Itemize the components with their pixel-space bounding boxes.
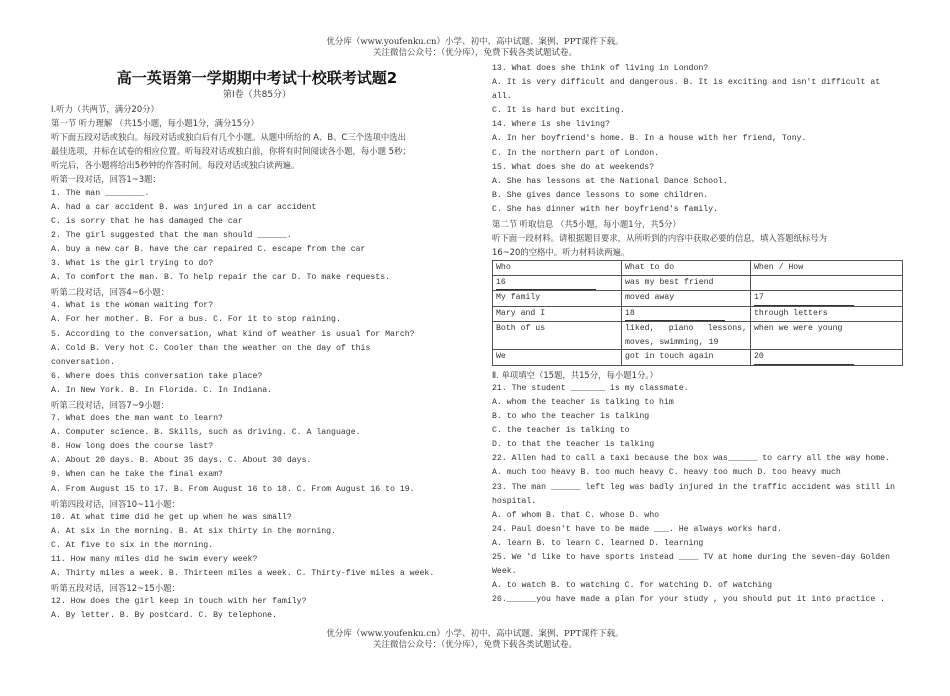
- text-line: 第一节 听力理解 （共15小题，每小题1分，满分15分）: [51, 118, 259, 129]
- right-column: [492, 62, 902, 607]
- text-line: 1. The man ________.: [51, 188, 150, 198]
- text-line: A. To comfort the man. B. To help repair the car D. To make requests.: [51, 273, 391, 283]
- text-line: A. buy a new car B. have the car repaired C. escape from the car: [51, 244, 366, 254]
- text-line: 22. Allen had to call a taxi because the box was______ to carry all the way home.: [492, 454, 890, 464]
- text-line: Week.: [492, 567, 517, 577]
- left-column: [51, 62, 463, 623]
- text-line: D. to that the teacher is talking: [492, 440, 655, 450]
- text-line: 10. At what time did he get up when he was small?: [51, 512, 292, 522]
- table-cell-with-blank-19[interactable]: liked, piano lessons, moves, swimming, 19: [622, 322, 751, 350]
- text-line: 23. The man ______ left leg was badly injured in the traffic accident was still in: [492, 482, 895, 492]
- text-line: C. the teacher is talking to: [492, 426, 630, 436]
- text-line: A. In New York. B. In Florida. C. In Indiana.: [51, 385, 273, 395]
- text-line: C. At five to six in the morning.: [51, 540, 214, 550]
- table-cell: got in touch again: [622, 350, 751, 366]
- table-cell: was my best friend: [622, 275, 751, 291]
- text-line: 21. The student _______ is my classmate.: [492, 383, 689, 393]
- text-line: 听第三段对话，回答7~9小题：: [51, 399, 170, 410]
- text-line: A. In her boyfriend's home. B. In a house with her friend, Tony.: [492, 134, 807, 144]
- text-line: B. She gives dance lessons to some children.: [492, 190, 709, 200]
- header-line-1: 优分库（www.youfenku.cn）小学、初中、高中试题、案例、PPT课件下载。: [326, 37, 624, 47]
- answer-blank-20[interactable]: 20: [751, 350, 903, 366]
- text-line: A. From August 15 to 17. B. From August 16 to 18. C. From August 16 to 19.: [51, 484, 415, 494]
- text-line: conversation.: [51, 357, 115, 367]
- table-cell: We: [493, 350, 622, 366]
- table-cell: when we were young: [751, 322, 903, 350]
- footer-line-1: 优分库（www.youfenku.cn）小学、初中、高中试题、案例、PPT课件下载。: [326, 629, 624, 639]
- text-line: C. It is hard but exciting.: [492, 106, 625, 116]
- text-line: 15. What does she do at weekends?: [492, 162, 655, 172]
- text-line: 14. Where is she living?: [492, 120, 610, 130]
- listening-info-table: [492, 260, 903, 366]
- answer-blank-17[interactable]: 17: [751, 291, 903, 307]
- text-line: 24. Paul doesn't have to be made ___. He always works hard.: [492, 524, 782, 534]
- right-question-list-bottom: [492, 368, 902, 608]
- text-line: A. whom the teacher is talking to him: [492, 398, 674, 407]
- text-line: A. of whom B. that C. whose D. who: [492, 510, 660, 520]
- text-line: 最佳选项，并标在试卷的相应位置。听每段对话或独白前，你将有时间阅读各小题，每小题 5秒；: [51, 146, 411, 157]
- text-line: C. In the northern part of London.: [492, 148, 660, 158]
- text-line: A. At six in the morning. B. At six thirty in the morning.: [51, 526, 336, 536]
- text-line: A. learn B. to learn C. learned D. learning: [492, 538, 704, 548]
- text-line: A. It is very difficult and dangerous. B. It is exciting and isn't difficult at: [492, 78, 881, 88]
- table-row: [493, 306, 903, 322]
- left-question-list: [51, 102, 463, 623]
- text-line: B. to who the teacher is talking: [492, 412, 650, 422]
- text-line: 11. How many miles did he swim every week?: [51, 555, 258, 564]
- table-cell: Mary and I: [493, 306, 622, 322]
- header-line-2: 关注微信公众号：（优分库），免费下载各类试题试卷。: [372, 48, 577, 58]
- text-line: 26.______you have made a plan for your study , you should put it into practice .: [492, 595, 886, 605]
- answer-blank-16[interactable]: 16: [493, 275, 622, 291]
- table-cell: moved away: [622, 291, 751, 307]
- text-line: 9. When can he take the final exam?: [51, 470, 223, 480]
- text-line: A. Computer science. B. Skills, such as driving. C. A language.: [51, 428, 361, 438]
- text-line: A. By letter. B. By postcard. C. By telephone.: [51, 611, 278, 621]
- page-footer: [0, 629, 950, 651]
- text-line: hospital.: [492, 496, 537, 506]
- text-line: 8. How long does the course last?: [51, 442, 214, 452]
- exam-subtitle: 第Ⅰ卷（共85分）: [222, 90, 292, 100]
- text-line: A. Thirty miles a week. B. Thirteen miles a week. C. Thirty-five miles a week.: [51, 569, 435, 579]
- text-line: 16~20的空格中。听力材料读两遍。: [492, 247, 630, 258]
- table-header-cell: What to do: [622, 261, 751, 276]
- text-line: 听第四段对话，回答10~11小题：: [51, 498, 180, 509]
- table-row: [493, 275, 903, 291]
- text-line: 25. We 'd like to have sports instead ____ TV at home during the seven-day Golden: [492, 553, 890, 563]
- table-cell: [751, 275, 903, 291]
- text-line: Ⅱ. 单项填空（15题，共15分，每小题1分。）: [492, 369, 658, 380]
- table-row: [493, 350, 903, 366]
- right-question-list-top: [492, 62, 902, 259]
- text-line: 3. What is the girl trying to do?: [51, 259, 214, 269]
- table-row: [493, 322, 903, 350]
- text-line: 听下面五段对话或独白。每段对话或独白后有几个小题。从题中所给的 A、B、C三个选项中选出: [51, 132, 406, 143]
- text-line: 听第一段对话，回答1~3题：: [51, 174, 161, 185]
- text-line: 4. What is the woman waiting for?: [51, 301, 214, 311]
- text-line: A. much too heavy B. too much heavy C. heavy too much D. too heavy much: [492, 468, 841, 478]
- exam-title: 高一英语第一学期期中考试十校联考试题2: [116, 69, 398, 87]
- text-line: Ⅰ.听力（共两节，满分20分）: [51, 104, 159, 114]
- text-line: 听下面一段材料。请根据题目要求，从所听到的内容中获取必要的信息，填入答题纸标号为: [492, 233, 827, 244]
- footer-line-2: 关注微信公众号：（优分库），免费下载各类试题试卷。: [372, 640, 577, 650]
- text-line: 听第五段对话，回答12~15小题：: [51, 583, 180, 594]
- text-line: 12. How does the girl keep in touch with her family?: [51, 597, 307, 607]
- text-line: A. Cold B. Very hot C. Cooler than the weather on the day of this: [51, 343, 371, 353]
- text-line: 听第二段对话，回答4~6小题：: [51, 287, 170, 298]
- text-line: 13. What does she think of living in London?: [492, 64, 709, 73]
- table-cell: Both of us: [493, 322, 622, 350]
- text-line: C. She has dinner with her boyfriend's family.: [492, 204, 719, 214]
- text-line: all.: [492, 92, 512, 102]
- text-line: 听完后，各小题将给出5秒钟的作答时间。每段对话或独白读两遍。: [51, 160, 300, 171]
- text-line: 5. According to the conversation, what kind of weather is usual for March?: [51, 329, 415, 339]
- text-line: A. For her mother. B. For a bus. C. For it to stop raining.: [51, 315, 341, 325]
- text-line: 6. Where does this conversation take place?: [51, 371, 263, 381]
- table-header-cell: When / How: [751, 261, 903, 276]
- text-line: 第二节 听取信息 （共5小题，每小题1分，共5分）: [492, 219, 681, 230]
- table-header-cell: Who: [493, 261, 622, 276]
- text-line: C. is sorry that he has damaged the car: [51, 216, 243, 226]
- table-cell: through letters: [751, 306, 903, 322]
- text-line: 7. What does the man want to learn?: [51, 414, 223, 424]
- page-header: [0, 37, 950, 59]
- text-line: 2. The girl suggested that the man should ______.: [51, 230, 292, 240]
- table-row: [493, 291, 903, 307]
- table-header-row: [493, 261, 903, 276]
- table-cell: My family: [493, 291, 622, 307]
- answer-blank-18[interactable]: 18: [622, 306, 751, 322]
- text-line: A. She has lessons at the National Dance School.: [492, 176, 728, 186]
- text-line: A. to watch B. to watching C. for watching D. of watching: [492, 581, 773, 591]
- text-line: A. had a car accident B. was injured in a car accident: [51, 202, 317, 212]
- text-line: A. About 20 days. B. About 35 days. C. About 30 days.: [51, 456, 312, 466]
